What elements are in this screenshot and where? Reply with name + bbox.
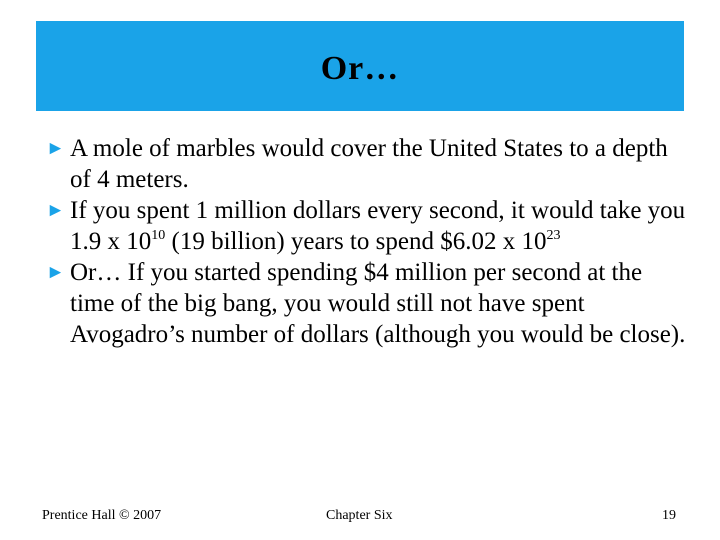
bullet-text-part: If you spent 1 million dollars every second, it would take you 1.9 x 10 [70,197,686,255]
bullet-arrow-icon: ► [46,200,65,221]
footer-chapter: Chapter Six [326,508,393,523]
bullet-text: A mole of marbles would cover the United States to a depth of 4 meters. [70,135,668,193]
bullet-text: Or… If you started spending $4 million per second at the time of the big bang, you would still not have spent Avogadro’s number of dollars (although you would be close). [70,259,686,348]
exponent: 10 [151,228,166,243]
slide-title: Or… [320,50,400,87]
bullet-arrow-icon: ► [46,262,65,283]
bullet-item-dollars [46,195,686,257]
bullet-text-part: (19 billion) years to spend $6.02 x 10 [165,228,547,255]
footer-publisher: Prentice Hall © 2007 [42,508,162,523]
slide-body [46,133,686,350]
exponent: 23 [546,228,561,243]
footer-page-number: 19 [662,508,676,523]
bullet-item-marbles [46,133,686,195]
bullet-arrow-icon: ► [46,138,65,159]
bullet-text [70,195,686,257]
bullet-item-big-bang [46,257,686,350]
